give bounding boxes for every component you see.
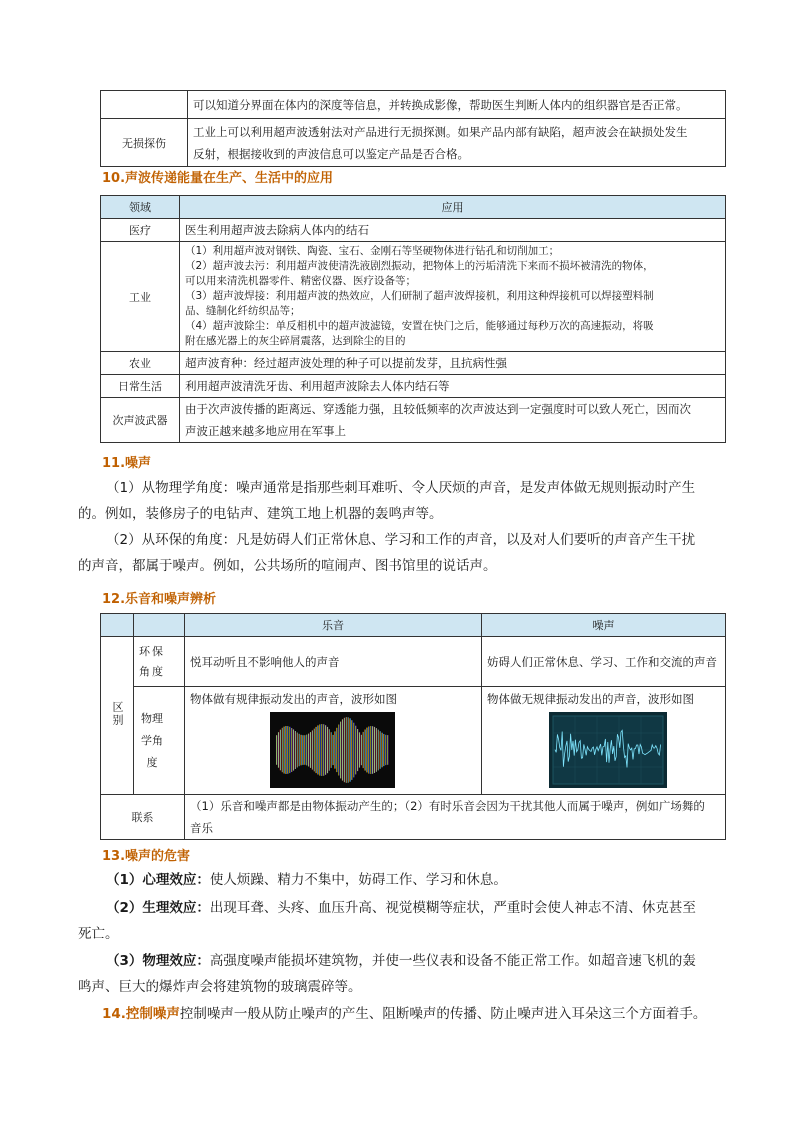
top-row1-text: 可以知道分界面在体内的深度等信息，并转换成影像，帮助医生判断人体内的组织器官是否正常。 [188, 91, 726, 119]
music-wave-bar [317, 725, 318, 774]
music-wave-bar [329, 729, 330, 771]
app-row-line: 可以用来清洗机器零件、精密仪器、医疗设备等； [185, 275, 416, 287]
link-line2: 音乐 [190, 821, 213, 835]
harm-p1-body: 使人烦躁、精力不集中，妨碍工作、学习和休息。 [209, 872, 507, 888]
app-row-line: （4）超声波除尘：单反相机中的超声波滤镜，安置在快门之后，能够通过每秒万次的高速振动，将吸 [185, 320, 654, 332]
music-wave-bar [289, 727, 290, 773]
music-wave-bar [385, 735, 386, 765]
music-wave-bar [306, 735, 307, 766]
music-wave-bar [344, 718, 345, 782]
music-wave-bar [346, 717, 347, 783]
app-header-field: 领域 [101, 196, 180, 219]
music-wave-bar [366, 728, 367, 773]
music-wave-bar [382, 733, 383, 768]
music-wave-bar [387, 735, 388, 765]
app-row-line: （2）超声波去污：利用超声波使清洗液剧烈振动，把物体上的污垢清洗下来而不损坏被清洗的物体， [185, 260, 654, 272]
music-wave-bar [301, 735, 302, 766]
compare-table [100, 613, 726, 840]
music-wave-bar [340, 722, 341, 779]
music-wave-bar [316, 727, 317, 773]
music-wave-bar [276, 735, 277, 765]
music-wave-bar [319, 724, 320, 775]
section10-title: 10.声波传递能量在生产、生活中的应用 [102, 171, 334, 186]
music-wave-bar [353, 723, 354, 778]
app-row-line: 医生利用超声波去除病人体内的结石 [180, 219, 726, 242]
music-wave-bar [376, 728, 377, 772]
music-wave-bar [278, 732, 279, 768]
top-table [100, 90, 726, 167]
app-row-line: （1）利用超声波对钢铁、陶瓷、宝石、金刚石等坚硬物体进行钻孔和切削加工； [185, 245, 560, 257]
music-wave-bar [297, 733, 298, 768]
music-wave-bar [312, 730, 313, 769]
phys-music: 物体做有规律振动发出的声音，波形如图 [190, 692, 397, 706]
music-wave-bar [304, 735, 305, 765]
harm-paragraph-3 [78, 948, 724, 1000]
noise-p2-line1: （2）从环保的角度：凡是妨碍人们正常休息、学习和工作的声音，以及对人们要听的声音产生干扰 [106, 532, 696, 548]
music-wave-bar [284, 727, 285, 774]
env-label: 环保角度 [139, 644, 165, 678]
compare-header-music: 乐音 [185, 614, 482, 637]
music-wave-bar [372, 726, 373, 774]
music-wave-bar [363, 732, 364, 768]
music-wave-bar [357, 729, 358, 771]
music-wave-bar [378, 730, 379, 771]
music-wave-bar [282, 728, 283, 772]
top-row2-line1: 工业上可以利用超声波透射法对产品进行无损探测。如果产品内部有缺陷，超声波会在缺损处发生 [193, 124, 688, 139]
env-noise: 妨碍人们正常休息、学习、工作和交流的声音 [482, 637, 726, 687]
top-row2-label: 无损探伤 [101, 119, 188, 167]
music-wave-bar [368, 727, 369, 774]
music-wave-bar [293, 729, 294, 770]
harm-p3-head: （3）物理效应： [106, 953, 210, 969]
music-wave-bar [327, 727, 328, 773]
music-wave-bar [359, 732, 360, 767]
app-header-app: 应用 [180, 196, 726, 219]
music-wave-bar [342, 719, 343, 780]
music-wave-bar [336, 728, 337, 772]
music-wave-bar [321, 724, 322, 776]
music-wave-bar [333, 735, 334, 765]
app-table [100, 195, 726, 443]
music-wave-bar [334, 731, 335, 768]
noise-paragraph-1 [78, 475, 724, 527]
music-wave-bar [383, 734, 384, 766]
app-row-line: 利用超声波清洗牙齿、利用超声波除去人体内结石等 [180, 375, 726, 398]
section13-title: 13.噪声的危害 [102, 849, 191, 864]
harm-p2-body1: 出现耳聋、头疼、血压升高、视觉模糊等症状，严重时会使人神志不清、休克甚至 [209, 900, 696, 916]
diff-label: 区别 [111, 701, 124, 727]
app-row-field: 农业 [101, 352, 180, 375]
music-wave-bar [351, 720, 352, 780]
music-wave-bar [331, 732, 332, 768]
harm-paragraph-2 [78, 895, 724, 947]
music-wave-bar [361, 735, 362, 765]
noise-p2-line2: 的声音，都属于噪声。例如，公共场所的喧闹声、图书馆里的说话声。 [78, 558, 497, 574]
music-wave-bar [291, 728, 292, 772]
app-row-line: 由于次声波传播的距离远、穿透能力强，且较低频率的次声波达到一定强度时可以致人死亡，因而次 [185, 402, 691, 416]
app-row-field: 医疗 [101, 219, 180, 242]
section14-title: 14.控制噪声 [102, 1006, 180, 1022]
app-row-line: （3）超声波焊接：利用超声波的热效应，人们研制了超声波焊接机，利用这种焊接机可以焊接塑料制 [185, 290, 654, 302]
noise-paragraph-2 [78, 527, 724, 579]
app-row-field: 日常生活 [101, 375, 180, 398]
music-wave-bar [285, 726, 286, 774]
app-row-line: 超声波育种：经过超声波处理的种子可以提前发芽，且抗病性强 [180, 352, 726, 375]
music-wave-bar [350, 718, 351, 781]
music-wave-bar [323, 724, 324, 776]
harm-p3-body1: 高强度噪声能损坏建筑物，并使一些仪表和设备不能正常工作。如超音速飞机的轰 [209, 953, 696, 969]
app-row-field: 次声波武器 [101, 398, 180, 443]
section14-body: 控制噪声一般从防止噪声的产生、阻断噪声的传播、防止噪声进入耳朵这三个方面着手。 [179, 1006, 707, 1022]
app-row-field: 工业 [101, 242, 180, 352]
music-wave-bar [348, 717, 349, 783]
music-wave-bar [310, 732, 311, 768]
app-row-line: 附在感光器上的灰尘碎屑震落，达到除尘的目的 [185, 335, 406, 347]
music-wave-bar [325, 725, 326, 775]
harm-p1-head: （1）心理效应： [106, 872, 210, 888]
phys-label: 物理学角度 [141, 711, 163, 769]
harm-p2-head: （2）生理效应： [106, 900, 210, 916]
music-wave-bar [338, 725, 339, 776]
music-waveform-image [270, 712, 395, 788]
link-label: 联系 [101, 795, 185, 840]
music-wave-bar [299, 734, 300, 766]
music-wave-bar [314, 729, 315, 772]
music-wave-bar [280, 730, 281, 771]
noise-p1-line1: （1）从物理学角度：噪声通常是指那些刺耳难听、令人厌烦的声音，是发声体做无规则振动时产生 [106, 480, 696, 496]
music-wave-bar [308, 734, 309, 767]
music-wave-bar [355, 726, 356, 775]
app-row-line: 品、缝制化纤纺织品等； [185, 305, 301, 317]
harm-p2-body2: 死亡。 [78, 926, 119, 942]
music-wave-bar [374, 727, 375, 773]
music-wave-bar [287, 726, 288, 774]
music-wave-bar [302, 735, 303, 765]
env-music: 悦耳动听且不影响他人的声音 [185, 637, 482, 687]
music-wave-bar [380, 731, 381, 769]
compare-header-noise: 噪声 [482, 614, 726, 637]
app-row-line: 声波正越来越多地应用在军事上 [185, 424, 346, 438]
noise-p1-line2: 的。例如，装修房子的电钻声、建筑工地上机器的轰鸣声等。 [78, 506, 443, 522]
control-noise-line [102, 1002, 732, 1026]
noise-waveform-image [549, 712, 667, 788]
section12-title: 12.乐音和噪声辨析 [102, 592, 217, 607]
harm-paragraph-1 [106, 867, 726, 893]
music-wave-bar [295, 731, 296, 769]
top-row2-line2: 反射，根据接收到的声波信息可以鉴定产品是否合格。 [193, 146, 469, 161]
music-wave-bar [365, 730, 366, 771]
link-line1: （1）乐音和噪声都是由物体振动产生的；（2）有时乐音会因为干扰其他人而属于噪声，例如广场舞的 [190, 799, 705, 813]
phys-noise: 物体做无规律振动发出的声音，波形如图 [487, 692, 694, 706]
harm-p3-body2: 鸣声、巨大的爆炸声会将建筑物的玻璃震碎等。 [78, 979, 362, 995]
section11-title: 11.噪声 [102, 456, 152, 471]
music-wave-bar [370, 726, 371, 774]
